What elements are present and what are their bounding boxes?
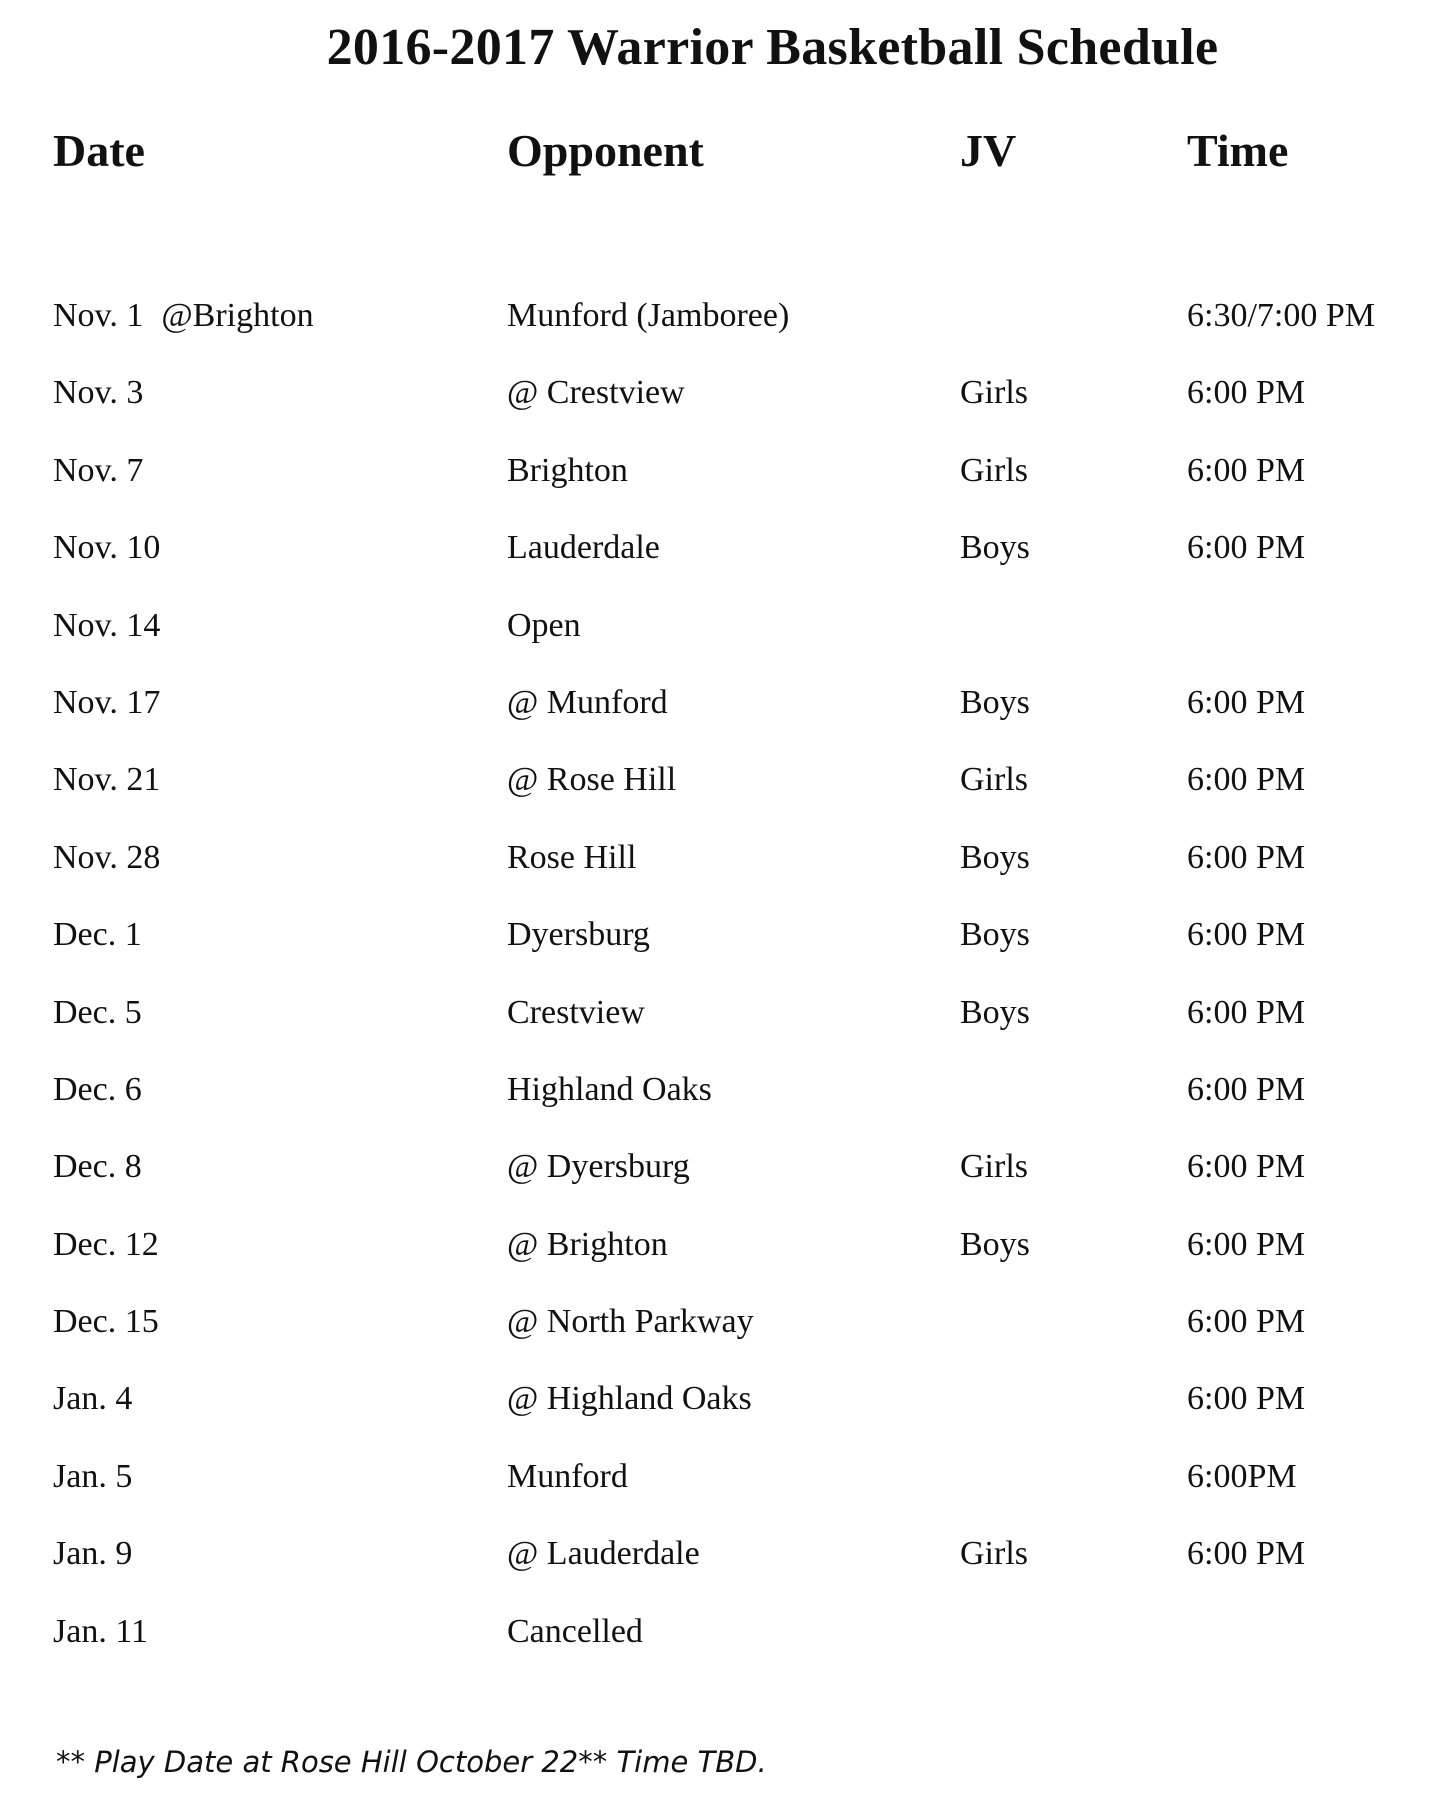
table-row [0, 374, 1445, 451]
time-cell: 6:00 PM [1187, 1148, 1306, 1186]
date-text: Jan. 5 [53, 1457, 133, 1495]
date-cell [53, 1458, 132, 1496]
table-row [0, 994, 1445, 1071]
page-title: 2016-2017 Warrior Basketball Schedule [326, 19, 1219, 76]
jv-cell: Girls [960, 374, 1028, 412]
jv-cell: Boys [960, 993, 1030, 1031]
opponent-cell: Dyersburg [507, 916, 650, 954]
footnote: ** Play Date at Rose Hill October 22** Time TBD. [56, 1745, 767, 1779]
table-row [0, 839, 1445, 916]
table-row [0, 452, 1445, 529]
date-cell [53, 916, 142, 954]
jv-cell: Girls [960, 1148, 1028, 1186]
date-text: Nov. 3 [53, 374, 144, 412]
date-text: Dec. 6 [53, 1070, 142, 1108]
opponent-cell: Open [507, 606, 581, 644]
schedule-table [0, 297, 1445, 1690]
location-text: @Brighton [161, 297, 314, 334]
date-cell [53, 374, 143, 412]
opponent-cell: Crestview [507, 993, 645, 1031]
opponent-cell: @ Dyersburg [507, 1148, 690, 1186]
date-text: Dec. 8 [53, 1148, 142, 1186]
date-cell [53, 529, 160, 567]
date-cell [53, 994, 142, 1032]
table-row [0, 1071, 1445, 1148]
time-cell: 6:00 PM [1187, 916, 1306, 954]
date-cell [53, 684, 160, 722]
header-opponent: Opponent [507, 125, 704, 176]
table-row [0, 684, 1445, 761]
date-text: Dec. 12 [53, 1225, 159, 1263]
date-text: Nov. 21 [53, 761, 161, 799]
opponent-cell: @ Rose Hill [507, 761, 677, 799]
date-text: Dec. 5 [53, 993, 142, 1031]
opponent-cell: Munford (Jamboree) [507, 297, 790, 334]
time-cell: 6:00 PM [1187, 529, 1306, 567]
jv-cell: Boys [960, 838, 1030, 876]
header-date: Date [53, 125, 145, 176]
time-cell: 6:00 PM [1187, 838, 1306, 876]
jv-cell: Girls [960, 451, 1028, 489]
jv-cell: Boys [960, 916, 1030, 954]
header-jv: JV [960, 125, 1017, 176]
date-text: Jan. 9 [53, 1535, 133, 1573]
date-cell [53, 607, 160, 645]
table-row [0, 607, 1445, 684]
table-row [0, 916, 1445, 993]
jv-cell: Boys [960, 683, 1030, 721]
time-cell: 6:00 PM [1187, 761, 1306, 799]
table-row [0, 1303, 1445, 1380]
date-cell [53, 1148, 142, 1186]
opponent-cell: Brighton [507, 451, 628, 489]
opponent-cell: Rose Hill [507, 838, 637, 876]
date-cell [53, 839, 160, 877]
date-cell [53, 1071, 142, 1109]
date-text: Jan. 4 [53, 1380, 133, 1418]
date-cell [53, 1535, 132, 1573]
opponent-cell: Lauderdale [507, 529, 660, 567]
table-row [0, 1380, 1445, 1457]
table-row [0, 297, 1445, 374]
time-cell: 6:00 PM [1187, 451, 1306, 489]
date-text: Nov. 17 [53, 683, 161, 721]
time-cell: 6:30/7:00 PM [1187, 297, 1375, 334]
table-row [0, 1148, 1445, 1225]
opponent-cell: @ Munford [507, 683, 668, 721]
date-cell [53, 297, 314, 335]
table-row [0, 1458, 1445, 1535]
time-cell: 6:00 PM [1187, 1070, 1306, 1108]
opponent-cell: @ Brighton [507, 1225, 668, 1263]
time-cell: 6:00 PM [1187, 374, 1306, 412]
date-text: Nov. 1 [53, 297, 144, 334]
opponent-cell: @ Highland Oaks [507, 1380, 752, 1418]
jv-cell: Girls [960, 761, 1028, 799]
jv-cell: Girls [960, 1535, 1028, 1573]
table-row [0, 529, 1445, 606]
table-row [0, 1613, 1445, 1690]
table-row [0, 1226, 1445, 1303]
time-cell: 6:00PM [1187, 1457, 1297, 1495]
table-row [0, 1535, 1445, 1612]
time-cell: 6:00 PM [1187, 1303, 1306, 1341]
table-header [0, 124, 1445, 194]
opponent-cell: @ North Parkway [507, 1303, 754, 1341]
opponent-cell: Cancelled [507, 1612, 643, 1650]
time-cell: 6:00 PM [1187, 1225, 1306, 1263]
date-cell [53, 452, 143, 490]
time-cell: 6:00 PM [1187, 1380, 1306, 1418]
table-row [0, 761, 1445, 838]
jv-cell: Boys [960, 1225, 1030, 1263]
date-text: Nov. 28 [53, 838, 161, 876]
date-cell [53, 1303, 159, 1341]
jv-cell: Boys [960, 529, 1030, 567]
date-cell [53, 1380, 132, 1418]
time-cell: 6:00 PM [1187, 683, 1306, 721]
opponent-cell: @ Lauderdale [507, 1535, 700, 1573]
date-cell [53, 1226, 159, 1264]
opponent-cell: Munford [507, 1457, 628, 1495]
date-text: Nov. 10 [53, 529, 161, 567]
time-cell: 6:00 PM [1187, 1535, 1306, 1573]
date-text: Jan. 11 [53, 1612, 149, 1650]
date-text: Dec. 1 [53, 916, 142, 954]
date-text: Nov. 7 [53, 451, 144, 489]
date-text: Nov. 14 [53, 606, 161, 644]
opponent-cell: @ Crestview [507, 374, 685, 412]
opponent-cell: Highland Oaks [507, 1070, 712, 1108]
header-time: Time [1187, 125, 1289, 176]
date-text: Dec. 15 [53, 1303, 159, 1341]
time-cell: 6:00 PM [1187, 993, 1306, 1031]
date-cell [53, 761, 160, 799]
date-cell [53, 1613, 148, 1651]
